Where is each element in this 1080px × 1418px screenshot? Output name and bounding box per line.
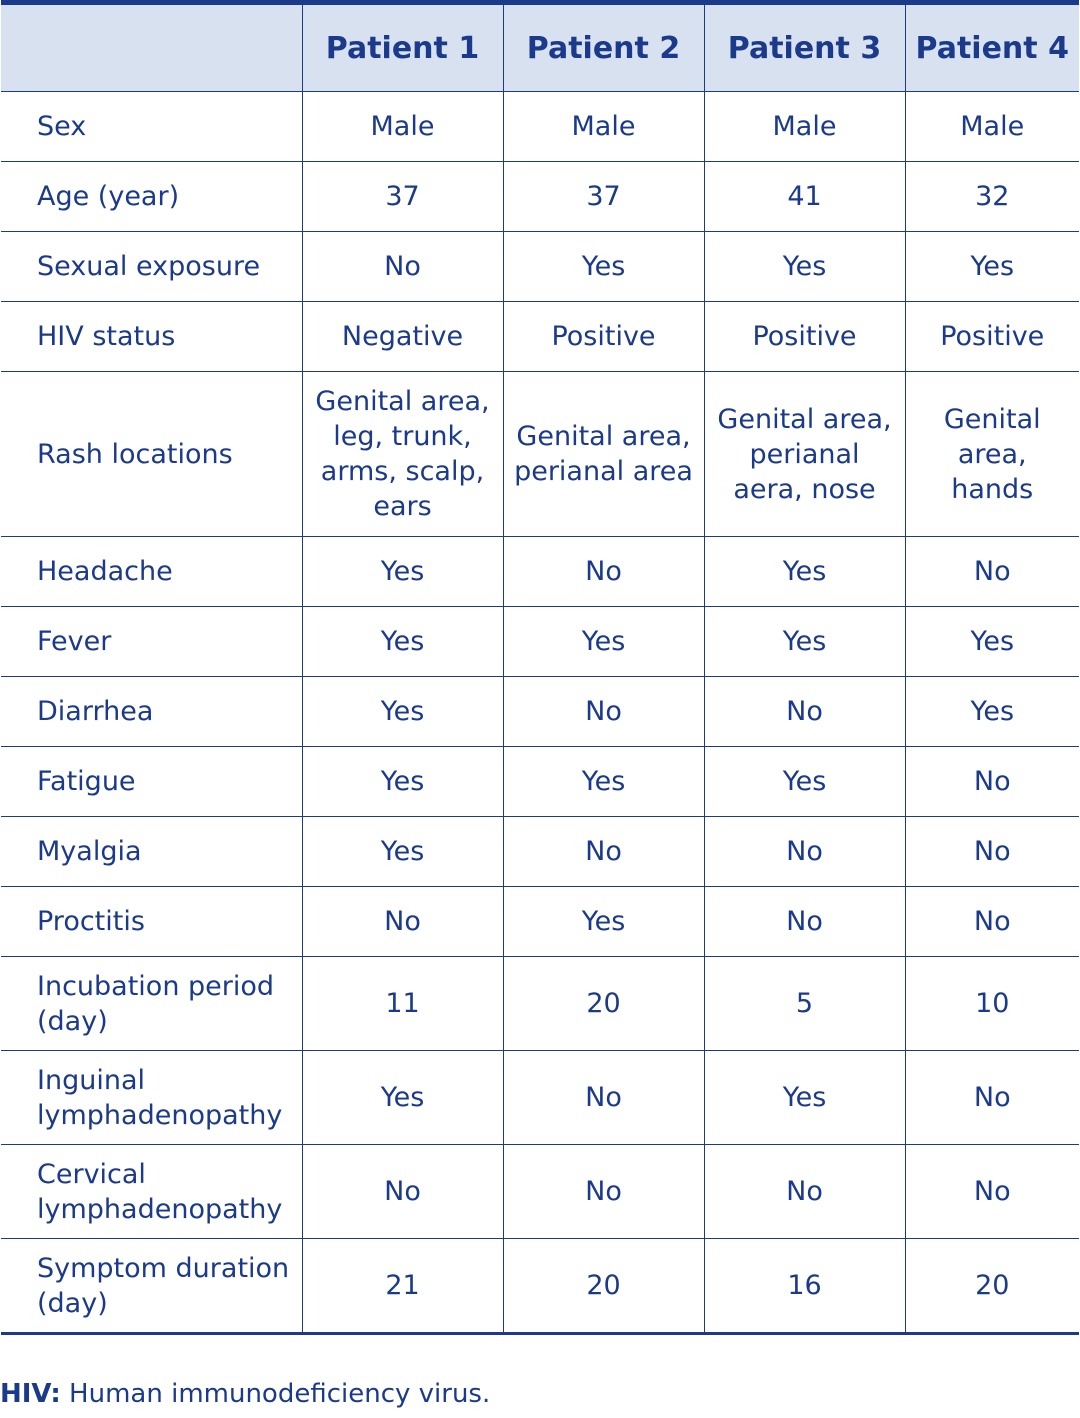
row-label: Cervical lymphadenopathy	[1, 1145, 302, 1239]
table-cell: No	[905, 887, 1079, 957]
table-cell: Yes	[905, 232, 1079, 302]
table-footnote	[0, 1377, 490, 1411]
table-cell: Yes	[302, 607, 503, 677]
header-cell-patient-1: Patient 1	[302, 3, 503, 92]
row-label: Fever	[1, 607, 302, 677]
table-cell: No	[302, 887, 503, 957]
table-cell: No	[503, 677, 704, 747]
table-row-hiv-status	[1, 302, 1079, 372]
table-cell: Yes	[302, 677, 503, 747]
table-cell: Male	[704, 92, 905, 162]
table-row-proctitis	[1, 887, 1079, 957]
row-label: Headache	[1, 537, 302, 607]
table-cell: No	[905, 537, 1079, 607]
footnote-abbreviation: HIV:	[0, 1379, 61, 1409]
table-cell: 37	[503, 162, 704, 232]
table-row-sex	[1, 92, 1079, 162]
table-row-sexual-exposure	[1, 232, 1079, 302]
table-cell: Yes	[302, 817, 503, 887]
table-cell: No	[905, 747, 1079, 817]
header-cell-patient-3: Patient 3	[704, 3, 905, 92]
table-cell: 16	[704, 1239, 905, 1334]
table-cell: Yes	[302, 537, 503, 607]
table-cell: Yes	[302, 747, 503, 817]
table-cell: Yes	[503, 232, 704, 302]
header-cell-patient-2: Patient 2	[503, 3, 704, 92]
table-row-myalgia	[1, 817, 1079, 887]
footnote-definition: Human immunodeficiency virus.	[60, 1379, 491, 1409]
table-cell: Positive	[905, 302, 1079, 372]
row-label: Proctitis	[1, 887, 302, 957]
table-cell: No	[905, 1145, 1079, 1239]
table-cell: 20	[905, 1239, 1079, 1334]
table-row-rash-locations	[1, 372, 1079, 537]
row-label: Inguinal lymphadenopathy	[1, 1051, 302, 1145]
table-cell: Yes	[302, 1051, 503, 1145]
table-row-age	[1, 162, 1079, 232]
table-row-incubation-period	[1, 957, 1079, 1051]
table-cell: No	[503, 1051, 704, 1145]
table-cell: Yes	[704, 747, 905, 817]
table-cell: 20	[503, 957, 704, 1051]
table-cell: No	[704, 1145, 905, 1239]
table-cell: 32	[905, 162, 1079, 232]
table-cell: 21	[302, 1239, 503, 1334]
table-cell: Yes	[704, 232, 905, 302]
table-row-symptom-duration	[1, 1239, 1079, 1334]
table-cell: 41	[704, 162, 905, 232]
row-label: Rash locations	[1, 372, 302, 537]
table-cell: Yes	[704, 1051, 905, 1145]
table-cell: No	[704, 817, 905, 887]
table-cell: Genital area, hands	[905, 372, 1079, 537]
row-label: Symptom duration (day)	[1, 1239, 302, 1334]
table-cell: 20	[503, 1239, 704, 1334]
table-cell: Genital area, perianal aera, nose	[704, 372, 905, 537]
table-cell: Yes	[905, 677, 1079, 747]
table-cell: Male	[503, 92, 704, 162]
row-label: Myalgia	[1, 817, 302, 887]
row-label: Sex	[1, 92, 302, 162]
table-cell: No	[905, 1051, 1079, 1145]
table-cell: No	[905, 817, 1079, 887]
patient-characteristics-table	[1, 0, 1079, 1335]
table-cell: Yes	[704, 537, 905, 607]
table-cell: 11	[302, 957, 503, 1051]
table-cell: Male	[302, 92, 503, 162]
row-label: HIV status	[1, 302, 302, 372]
table-row-headache	[1, 537, 1079, 607]
table-cell: No	[503, 537, 704, 607]
table-row-cervical-lymphadenopathy	[1, 1145, 1079, 1239]
header-cell-patient-4: Patient 4	[905, 3, 1079, 92]
table-row-diarrhea	[1, 677, 1079, 747]
table-cell: 5	[704, 957, 905, 1051]
table-cell: Yes	[503, 887, 704, 957]
table-cell: Positive	[704, 302, 905, 372]
table-cell: No	[302, 1145, 503, 1239]
table-row-fatigue	[1, 747, 1079, 817]
row-label: Incubation period (day)	[1, 957, 302, 1051]
row-label: Fatigue	[1, 747, 302, 817]
table-cell: Male	[905, 92, 1079, 162]
table-cell: Positive	[503, 302, 704, 372]
table-cell: Negative	[302, 302, 503, 372]
table-cell: Yes	[503, 747, 704, 817]
row-label: Sexual exposure	[1, 232, 302, 302]
table-cell: 10	[905, 957, 1079, 1051]
row-label: Age (year)	[1, 162, 302, 232]
table-cell: Genital area, leg, trunk, arms, scalp, ears	[302, 372, 503, 537]
table-cell: Genital area, perianal area	[503, 372, 704, 537]
table-cell: No	[503, 1145, 704, 1239]
table-cell: Yes	[905, 607, 1079, 677]
table-cell: 37	[302, 162, 503, 232]
header-row	[1, 3, 1079, 92]
table-cell: No	[302, 232, 503, 302]
table-cell: Yes	[704, 607, 905, 677]
table-cell: Yes	[503, 607, 704, 677]
table-row-inguinal-lymphadenopathy	[1, 1051, 1079, 1145]
header-cell-empty	[1, 3, 302, 92]
row-label: Diarrhea	[1, 677, 302, 747]
table-cell: No	[704, 887, 905, 957]
table-row-fever	[1, 607, 1079, 677]
table-cell: No	[503, 817, 704, 887]
table-cell: No	[704, 677, 905, 747]
